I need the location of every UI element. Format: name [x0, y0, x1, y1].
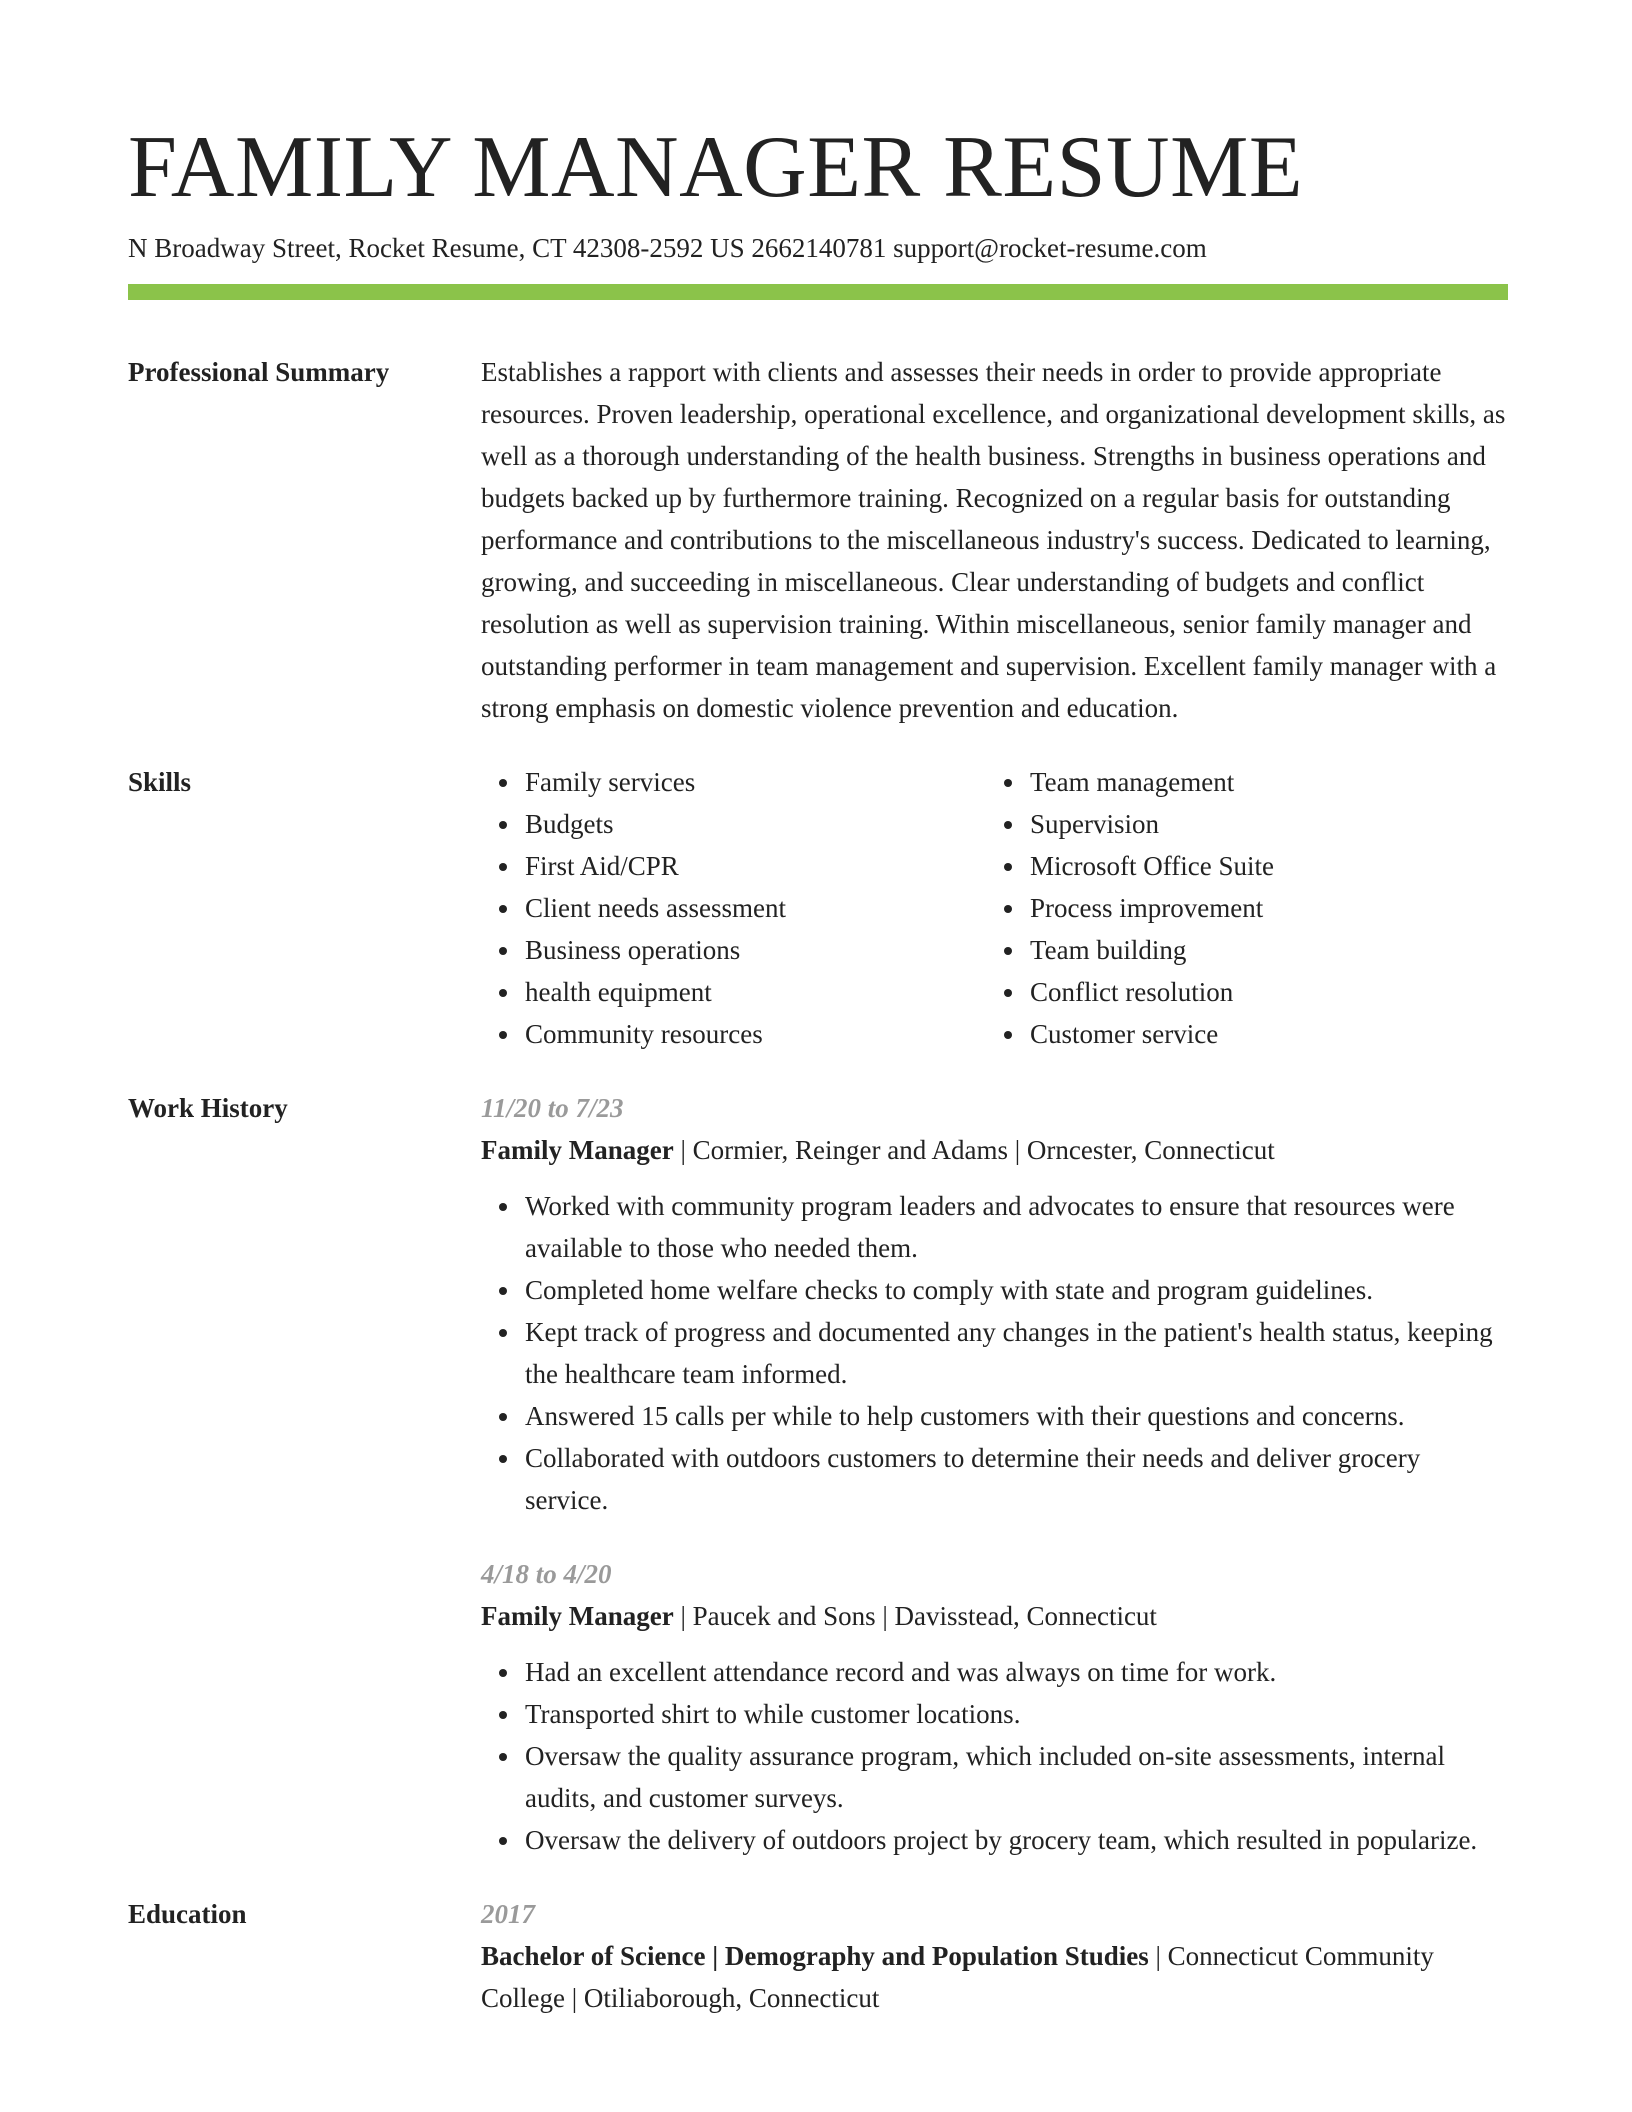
skills-section: [128, 761, 1508, 1055]
skill-item: First Aid/CPR: [525, 845, 986, 887]
skill-item: Team management: [1030, 761, 1491, 803]
section-label-summary: Professional Summary: [128, 356, 390, 387]
job-dates: 11/20 to 7/23: [481, 1092, 624, 1123]
section-label-skills: Skills: [128, 766, 192, 797]
section-label-work: Work History: [128, 1092, 288, 1123]
job-bullets: [481, 1651, 1508, 1861]
job-bullets: [481, 1185, 1508, 1521]
education-degree: Bachelor of Science | Demography and Population Studies: [481, 1940, 1149, 1971]
job-title: Family Manager: [481, 1600, 674, 1631]
skill-item: Conflict resolution: [1030, 971, 1491, 1013]
job-employer: | Cormier, Reinger and Adams | Orncester, Connecticut: [673, 1134, 1275, 1165]
work-history-body: [481, 1087, 1508, 1861]
skill-item: Microsoft Office Suite: [1030, 845, 1491, 887]
summary-text: Establishes a rapport with clients and assesses their needs in order to provide appropriate resources. Proven leadership, operational excellence, and organizational development skills, as well as a thorough understanding of the health business. Strengths in business operations and budgets backed up by furthermore training. Recognized on a regular basis for outstanding performance and contributions to the miscellaneous industry's success. Dedicated to learning, growing, and succeeding in miscellaneous. Clear understanding of budgets and conflict resolution as well as supervision training. Within miscellaneous, senior family manager and outstanding performer in team management and supervision. Excellent family manager with a strong emphasis on domestic violence prevention and education.: [481, 356, 1506, 723]
education-year: 2017: [481, 1898, 535, 1929]
contact-info: N Broadway Street, Rocket Resume, CT 42308-2592 US 2662140781 support@rocket-resume.com: [128, 232, 1207, 263]
job-bullet: Transported shirt to while customer locations.: [525, 1693, 1508, 1735]
summary-section: [128, 351, 1508, 729]
education-heading: [481, 1935, 1508, 2019]
skills-list-right: [986, 761, 1491, 1055]
job-bullet: Oversaw the quality assurance program, which included on-site assessments, internal audits, and customer surveys.: [525, 1735, 1508, 1819]
job-entry: [481, 1553, 1508, 1861]
job-bullet: Worked with community program leaders and advocates to ensure that resources were available to those who needed them.: [525, 1185, 1508, 1269]
resume-page: [128, 120, 1508, 2019]
skill-item: Business operations: [525, 929, 986, 971]
job-bullet: Collaborated with outdoors customers to determine their needs and deliver grocery service.: [525, 1437, 1508, 1521]
job-title: Family Manager: [481, 1134, 674, 1165]
job-employer: | Paucek and Sons | Davisstead, Connecticut: [673, 1600, 1157, 1631]
skill-item: Process improvement: [1030, 887, 1491, 929]
section-label-education: Education: [128, 1898, 247, 1929]
job-entry: [481, 1087, 1508, 1521]
skills-columns: [481, 761, 1508, 1055]
job-bullet: Kept track of progress and documented any changes in the patient's health status, keeping the healthcare team informed.: [525, 1311, 1508, 1395]
skill-item: Client needs assessment: [525, 887, 986, 929]
job-bullet: Completed home welfare checks to comply with state and program guidelines.: [525, 1269, 1508, 1311]
skill-item: Customer service: [1030, 1013, 1491, 1055]
skill-item: Budgets: [525, 803, 986, 845]
skill-item: Team building: [1030, 929, 1491, 971]
skill-item: Family services: [525, 761, 986, 803]
education-section: [128, 1893, 1508, 2019]
skills-list-left: [481, 761, 986, 1055]
education-school: | Connecticut Community College | Otiliaborough, Connecticut: [481, 1940, 1434, 2013]
skill-item: Supervision: [1030, 803, 1491, 845]
work-history-section: [128, 1087, 1508, 1861]
job-dates: 4/18 to 4/20: [481, 1558, 612, 1589]
accent-divider: [128, 284, 1508, 300]
skill-item: Community resources: [525, 1013, 986, 1055]
job-heading: [481, 1595, 1508, 1637]
resume-title: FAMILY MANAGER RESUME: [128, 119, 1304, 216]
skill-item: health equipment: [525, 971, 986, 1013]
job-bullet: Oversaw the delivery of outdoors project by grocery team, which resulted in popularize.: [525, 1819, 1508, 1861]
job-heading: [481, 1129, 1508, 1171]
job-bullet: Answered 15 calls per while to help customers with their questions and concerns.: [525, 1395, 1508, 1437]
education-body: [481, 1893, 1508, 2019]
job-bullet: Had an excellent attendance record and was always on time for work.: [525, 1651, 1508, 1693]
